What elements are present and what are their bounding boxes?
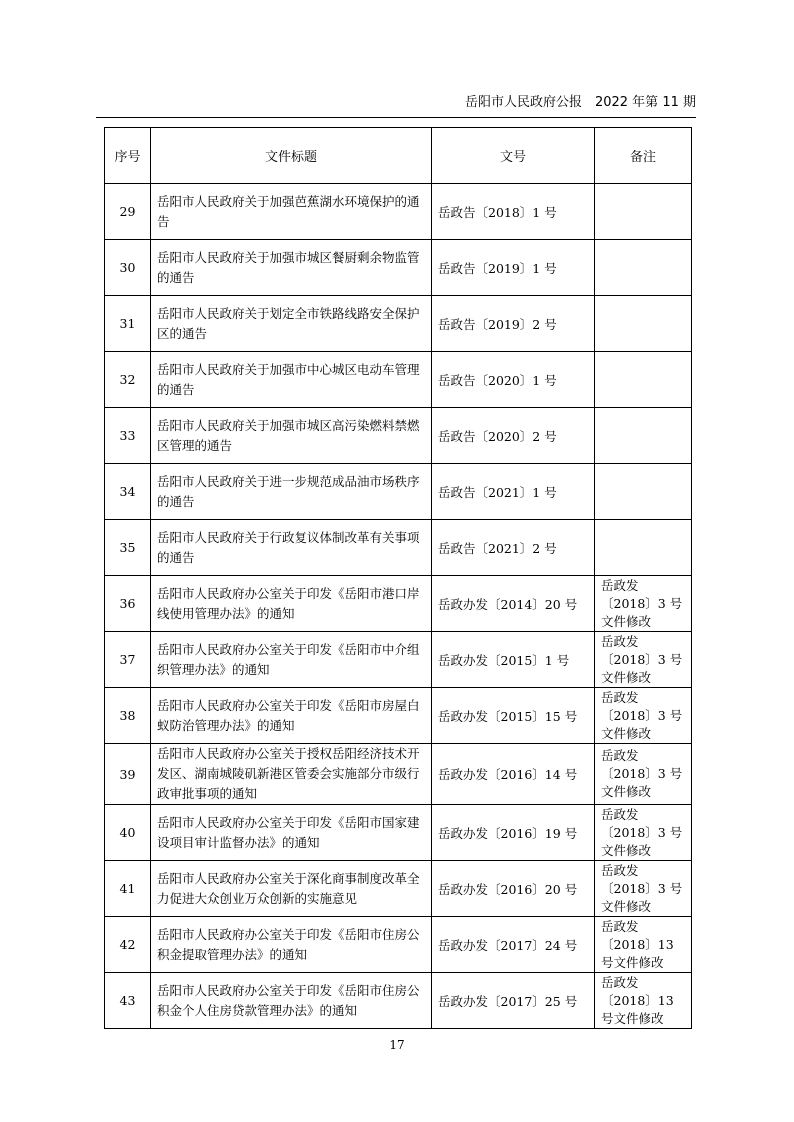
row-doc-number: 岳政办发〔2015〕1 号 xyxy=(432,632,595,688)
row-note: 岳政发〔2018〕3 号文件修改 xyxy=(595,632,692,688)
row-doc-number: 岳政告〔2021〕1 号 xyxy=(432,464,595,520)
row-doc-number: 岳政办发〔2017〕24 号 xyxy=(432,917,595,973)
row-title: 岳阳市人民政府办公室关于印发《岳阳市中介组织管理办法》的通知 xyxy=(151,632,432,688)
page-number: 17 xyxy=(389,1038,405,1052)
table-row xyxy=(105,352,692,408)
row-title: 岳阳市人民政府办公室关于印发《岳阳市住房公积金提取管理办法》的通知 xyxy=(151,917,432,973)
table-row xyxy=(105,576,692,632)
row-title: 岳阳市人民政府办公室关于授权岳阳经济技术开发区、湖南城陵矶新港区管委会实施部分市级行政审批事项的通知 xyxy=(151,744,432,805)
table-row xyxy=(105,408,692,464)
row-title: 岳阳市人民政府办公室关于印发《岳阳市住房公积金个人住房贷款管理办法》的通知 xyxy=(151,973,432,1029)
row-note xyxy=(595,296,692,352)
row-doc-number: 岳政告〔2020〕1 号 xyxy=(432,352,595,408)
row-note xyxy=(595,240,692,296)
table-row xyxy=(105,632,692,688)
row-note: 岳政发〔2018〕3 号文件修改 xyxy=(595,861,692,917)
row-doc-number: 岳政办发〔2016〕14 号 xyxy=(432,744,595,805)
row-doc-number: 岳政告〔2021〕2 号 xyxy=(432,520,595,576)
row-number: 34 xyxy=(105,464,151,520)
row-number: 36 xyxy=(105,576,151,632)
row-doc-number: 岳政办发〔2017〕25 号 xyxy=(432,973,595,1029)
column-header-doc-no: 文号 xyxy=(432,128,595,184)
row-doc-number: 岳政告〔2019〕2 号 xyxy=(432,296,595,352)
row-note: 岳政发〔2018〕3 号文件修改 xyxy=(595,805,692,861)
row-doc-number: 岳政办发〔2016〕20 号 xyxy=(432,861,595,917)
row-number: 38 xyxy=(105,688,151,744)
column-header-title: 文件标题 xyxy=(151,128,432,184)
row-number: 29 xyxy=(105,184,151,240)
table-row xyxy=(105,184,692,240)
row-number: 33 xyxy=(105,408,151,464)
row-title: 岳阳市人民政府关于加强芭蕉湖水环境保护的通告 xyxy=(151,184,432,240)
table-header-row xyxy=(105,128,692,184)
table-row xyxy=(105,744,692,805)
table-row xyxy=(105,240,692,296)
row-doc-number: 岳政办发〔2016〕19 号 xyxy=(432,805,595,861)
column-header-note: 备注 xyxy=(595,128,692,184)
row-number: 30 xyxy=(105,240,151,296)
row-title: 岳阳市人民政府办公室关于印发《岳阳市国家建设项目审计监督办法》的通知 xyxy=(151,805,432,861)
table-row xyxy=(105,688,692,744)
running-header: 岳阳市人民政府公报 2022 年第 11 期 xyxy=(464,95,696,110)
row-note xyxy=(595,352,692,408)
row-number: 39 xyxy=(105,744,151,805)
row-doc-number: 岳政告〔2019〕1 号 xyxy=(432,240,595,296)
row-title: 岳阳市人民政府关于加强市城区餐厨剩余物监管的通告 xyxy=(151,240,432,296)
row-number: 31 xyxy=(105,296,151,352)
table-row xyxy=(105,520,692,576)
table-row xyxy=(105,805,692,861)
table-row xyxy=(105,917,692,973)
row-number: 35 xyxy=(105,520,151,576)
row-title: 岳阳市人民政府关于进一步规范成品油市场秩序的通告 xyxy=(151,464,432,520)
row-title: 岳阳市人民政府关于加强市城区高污染燃料禁燃区管理的通告 xyxy=(151,408,432,464)
table-row xyxy=(105,861,692,917)
row-note xyxy=(595,184,692,240)
row-note xyxy=(595,520,692,576)
row-title: 岳阳市人民政府办公室关于深化商事制度改革全力促进大众创业万众创新的实施意见 xyxy=(151,861,432,917)
row-doc-number: 岳政告〔2020〕2 号 xyxy=(432,408,595,464)
header-rule xyxy=(96,117,696,118)
row-title: 岳阳市人民政府关于行政复议体制改革有关事项的通告 xyxy=(151,520,432,576)
row-number: 40 xyxy=(105,805,151,861)
row-note xyxy=(595,464,692,520)
row-doc-number: 岳政办发〔2014〕20 号 xyxy=(432,576,595,632)
row-doc-number: 岳政办发〔2015〕15 号 xyxy=(432,688,595,744)
row-title: 岳阳市人民政府办公室关于印发《岳阳市港口岸线使用管理办法》的通知 xyxy=(151,576,432,632)
row-number: 43 xyxy=(105,973,151,1029)
row-title: 岳阳市人民政府办公室关于印发《岳阳市房屋白蚁防治管理办法》的通知 xyxy=(151,688,432,744)
row-number: 32 xyxy=(105,352,151,408)
document-table xyxy=(104,127,692,1029)
row-note: 岳政发〔2018〕3 号文件修改 xyxy=(595,576,692,632)
row-note: 岳政发〔2018〕13 号文件修改 xyxy=(595,917,692,973)
table-row xyxy=(105,464,692,520)
row-title: 岳阳市人民政府关于划定全市铁路线路安全保护区的通告 xyxy=(151,296,432,352)
row-note: 岳政发〔2018〕3 号文件修改 xyxy=(595,688,692,744)
row-number: 37 xyxy=(105,632,151,688)
row-note: 岳政发〔2018〕3 号文件修改 xyxy=(595,744,692,805)
row-title: 岳阳市人民政府关于加强市中心城区电动车管理的通告 xyxy=(151,352,432,408)
row-note: 岳政发〔2018〕13 号文件修改 xyxy=(595,973,692,1029)
row-number: 41 xyxy=(105,861,151,917)
table-row xyxy=(105,973,692,1029)
row-number: 42 xyxy=(105,917,151,973)
table-body xyxy=(105,184,692,1029)
table-row xyxy=(105,296,692,352)
column-header-no: 序号 xyxy=(105,128,151,184)
row-doc-number: 岳政告〔2018〕1 号 xyxy=(432,184,595,240)
row-note xyxy=(595,408,692,464)
